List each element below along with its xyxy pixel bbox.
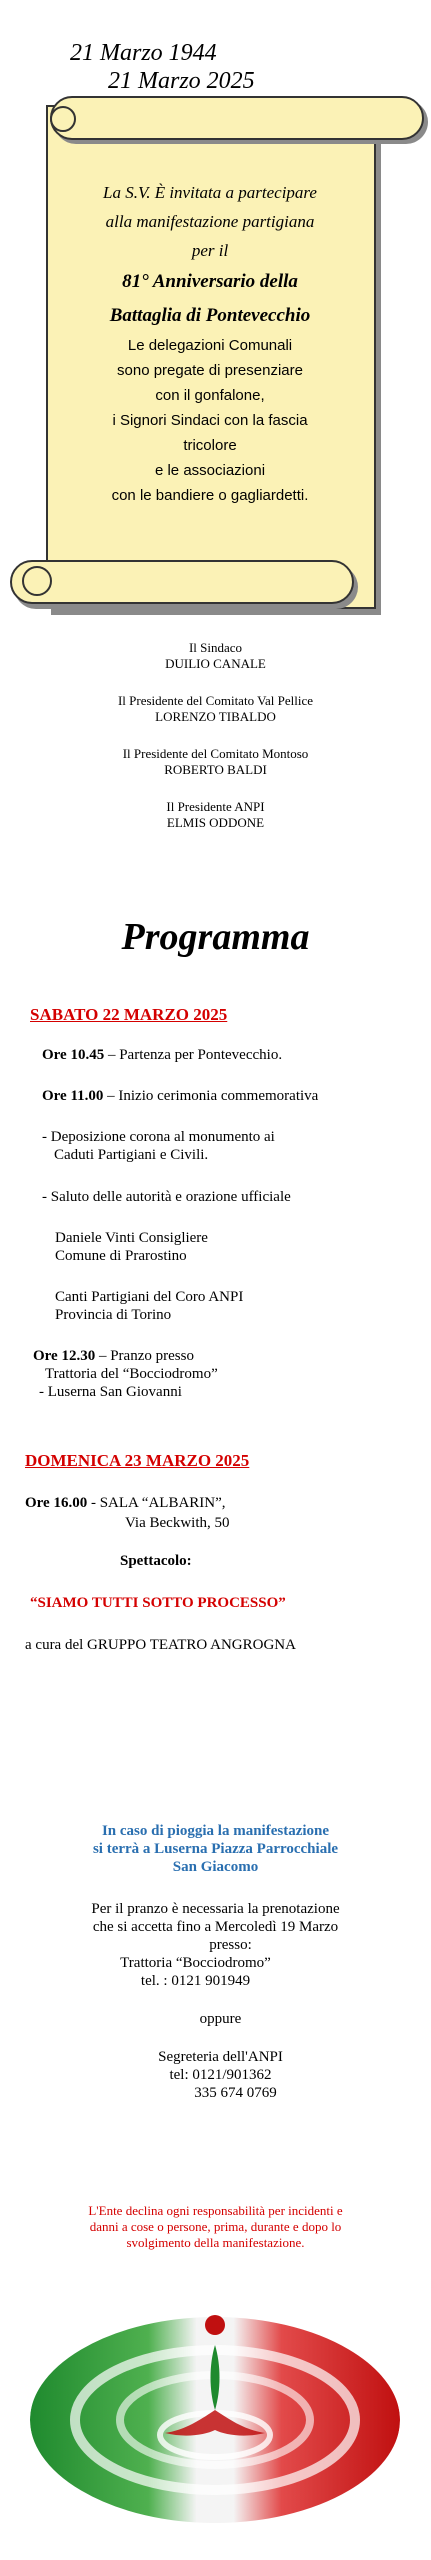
activity: - SALA “ALBARIN”, [87,1495,226,1511]
invite-body-line: con le bandiere o gagliardetti. [111,487,309,504]
booking-line: 335 674 0769 [194,2085,277,2101]
schedule-1100 [42,1087,318,1105]
invite-body-line: sono pregate di presenziare [117,362,303,379]
invite-body-line: Le delegazioni Comunali [127,337,293,354]
day-saturday: SABATO 22 MARZO 2025 [30,1005,228,1024]
scroll-curl-icon [50,106,76,132]
booking-oppure: oppure [199,2011,242,2027]
signatory-name: DUILIO CANALE [165,656,266,671]
speaker-line: Daniele Vinti Consigliere [55,1230,208,1246]
signatory [0,693,431,725]
canti-line: Provincia di Torino [55,1307,172,1323]
drop-icon [205,2315,225,2335]
invite-line: alla manifestazione partigiana [105,212,315,231]
canti [55,1288,243,1324]
rain-line: In caso di pioggia la manifestazione [101,1823,330,1839]
signatory [0,746,431,778]
disclaimer [0,2203,431,2251]
disclaimer-line: danni a cose o persone, prima, durante e dopo lo [89,2219,342,2234]
schedule-1045 [42,1046,282,1064]
programma-title: Programma [121,916,310,958]
scroll-top-roll [50,96,424,140]
rain-line: si terrà a Luserna Piazza Parrocchiale [92,1841,339,1857]
invite-body-line: con il gonfalone, [155,387,265,404]
time: Ore 12.30 [33,1348,96,1364]
speaker-line: Comune di Prarostino [55,1248,187,1264]
signatory-role: Il Presidente del Comitato Montoso [122,746,309,761]
canti-line: Canti Partigiani del Coro ANPI [55,1289,244,1305]
deposizione-line: - Deposizione corona al monumento ai [42,1129,275,1145]
show-title: “SIAMO TUTTI SOTTO PROCESSO” [30,1595,286,1611]
disclaimer-line: L'Ente declina ogni responsabilità per incidenti e [88,2203,343,2218]
activity: – Partenza per Pontevecchio. [104,1047,283,1063]
venue-address: Via Beckwith, 50 [125,1515,230,1531]
invite-line: per il [191,241,229,260]
deposizione [42,1128,275,1164]
signatory-name: ROBERTO BALDI [164,762,267,777]
activity: – Pranzo presso [95,1348,194,1364]
disclaimer-line: svolgimento della manifestazione. [126,2235,305,2250]
booking-line: presso: [209,1937,252,1953]
scroll-bottom-roll [10,560,354,604]
booking-line: che si accetta fino a Mercoledì 19 Marzo [92,1919,339,1935]
signatory-name: LORENZO TIBALDO [155,709,276,724]
time: Ore 10.45 [42,1047,105,1063]
saluto: - Saluto delle autorità e orazione ufficiale [42,1189,291,1205]
day-sunday: DOMENICA 23 MARZO 2025 [25,1451,250,1470]
booking-line: Trattoria “Bocciodromo” [120,1955,271,1971]
invite-line: La S.V. È invitata a partecipare [103,183,317,202]
signatory [0,799,431,831]
time: Ore 16.00 [25,1495,88,1511]
spettacolo-label: Spettacolo: [120,1553,192,1569]
booking-line: tel: 0121/901362 [169,2067,272,2083]
anniversary-title: 81° Anniversario della [122,271,298,292]
schedule-1230 [33,1347,218,1401]
invitation-text [60,178,360,508]
pranzo-line: - Luserna San Giovanni [39,1384,182,1400]
schedule-1600 [25,1494,226,1512]
invite-body-line: e le associazioni [154,462,266,479]
invite-body-line: tricolore [183,437,237,454]
signatory-role: Il Sindaco [188,640,243,655]
rain-line: San Giacomo [172,1859,259,1875]
deposizione-line: Caduti Partigiani e Civili. [54,1147,209,1163]
invite-body-line: i Signori Sindaci con la fascia [112,412,308,429]
time: Ore 11.00 [42,1088,104,1104]
rain-notice [0,1822,431,1876]
signatory [0,640,431,672]
signatory-role: Il Presidente ANPI [166,799,265,814]
signatory-name: ELMIS ODDONE [166,815,265,830]
show-credits: a cura del GRUPPO TEATRO ANGROGNA [25,1637,296,1653]
date-2025: 21 Marzo 2025 [108,68,255,94]
tricolore-emblem-icon [15,2270,415,2550]
pranzo-line: Trattoria del “Bocciodromo” [45,1366,218,1382]
booking-line: tel. : 0121 901949 [140,1973,251,1989]
booking-line: Per il pranzo è necessaria la prenotazione [91,1901,340,1917]
activity: – Inizio cerimonia commemorativa [103,1088,319,1104]
signatory-role: Il Presidente del Comitato Val Pellice [117,693,314,708]
scroll-curl-icon [22,566,52,596]
speaker-vinti [55,1229,208,1265]
battle-title: Battaglia di Pontevecchio [109,305,311,326]
date-1944: 21 Marzo 1944 [70,40,217,66]
booking-info [0,1900,431,2102]
booking-line: Segreteria dell'ANPI [158,2049,283,2065]
